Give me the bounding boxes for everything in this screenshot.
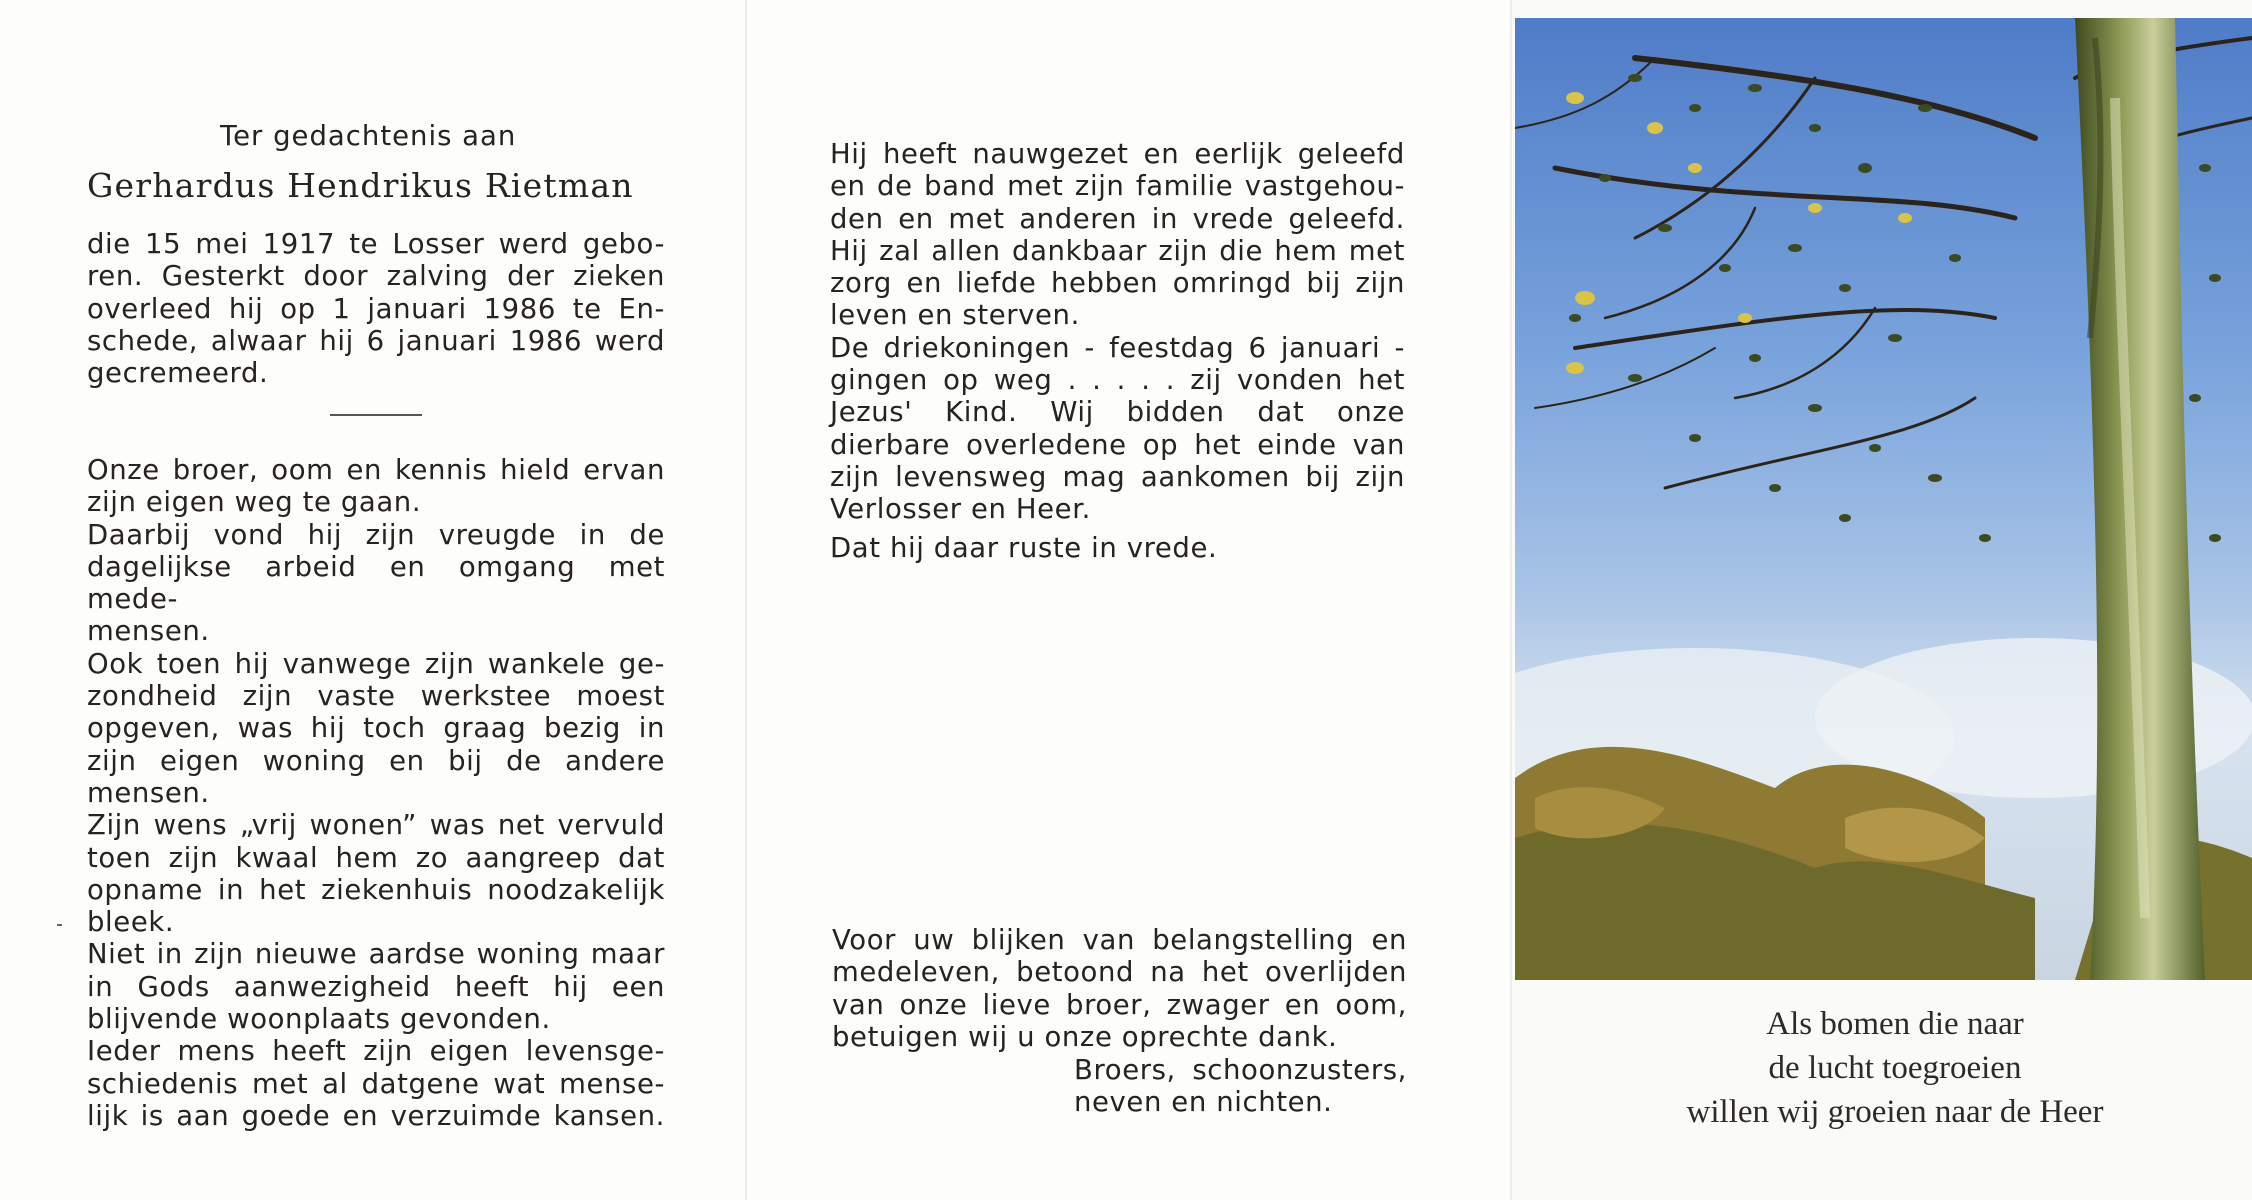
fold-line-right [1510, 0, 1512, 1200]
bio-line: ren. Gesterkt door zalving der zieken [87, 260, 665, 293]
divider-rule [330, 414, 422, 416]
body-line: Ook toen hij vanwege zijn wankele ge- [87, 647, 665, 680]
deceased-name: Gerhardus Hendrikus Rietman [87, 166, 634, 205]
body-line: leven en sterven. [830, 299, 1080, 332]
body-line: zorg en liefde hebben omringd bij zijn [830, 267, 1405, 300]
body-line: den en met anderen in vrede geleefd. [830, 202, 1405, 235]
body-line: in Gods aanwezigheid heeft hij een [87, 970, 665, 1003]
bio-paragraph [87, 228, 665, 389]
photo-caption [1620, 1002, 2170, 1134]
body-line: zondheid zijn vaste werkstee moest [87, 680, 665, 713]
body-line: Jezus' Kind. Wij bidden dat onze [830, 396, 1405, 429]
body-line: dagelijkse arbeid en omgang met mede- [87, 550, 665, 616]
body-line: dierbare overledene op het einde van [830, 428, 1405, 461]
stray-mark [57, 924, 62, 926]
body-line: en de band met zijn familie vastgehou- [830, 170, 1405, 203]
body-line: Niet in zijn nieuwe aardse woning maar [87, 938, 665, 971]
caption-line: Als bomen die naar [1766, 1006, 2024, 1042]
thanks-line: Voor uw blijken van belangstelling en [832, 924, 1407, 956]
body-line: zijn levensweg mag aankomen bij zijn [830, 460, 1405, 493]
body-line: Onze broer, oom en kennis hield ervan [87, 454, 665, 486]
bio-line: gecremeerd. [87, 357, 269, 390]
body-line: Hij zal allen dankbaar zijn die hem met [830, 234, 1405, 267]
bio-line: die 15 mei 1917 te Losser werd gebo- [87, 228, 665, 260]
closing-line [830, 532, 1405, 564]
body-line: Ieder mens heeft zijn eigen levensge- [87, 1035, 665, 1068]
body-line: Hij heeft nauwgezet en eerlijk geleefd [830, 138, 1405, 170]
reflection-paragraph [87, 454, 665, 1132]
body-line: Daarbij vond hij zijn vreugde in de [87, 518, 665, 551]
body-line: lijk is aan goede en verzuimde kansen. [87, 1099, 665, 1132]
bio-line: overleed hij op 1 januari 1986 te En- [87, 292, 665, 325]
thanks-paragraph [832, 924, 1407, 1053]
closing-text: Dat hij daar ruste in vrede. [830, 532, 1218, 564]
body-line: Verlosser en Heer. [830, 493, 1091, 526]
signature-line: Broers, schoonzusters, [1074, 1054, 1407, 1086]
thanks-line: van onze lieve broer, zwager en oom, [832, 988, 1407, 1021]
fold-line-left [745, 0, 747, 1200]
body-line: toen zijn kwaal hem zo aangreep dat [87, 841, 665, 874]
tribute-paragraph [830, 138, 1405, 526]
body-line: schiedenis met al datgene wat mense- [87, 1067, 665, 1100]
body-line: De driekoningen - feestdag 6 januari - [830, 331, 1405, 364]
body-line: mensen. [87, 615, 210, 648]
caption-line: de lucht toegroeien [1768, 1050, 2022, 1086]
tree-photo-icon [1515, 18, 2252, 980]
thanks-line: betuigen wij u onze oprechte dank. [832, 1020, 1338, 1053]
body-line: Zijn wens „vrij wonen” was net vervuld [87, 809, 665, 842]
body-line: mensen. [87, 776, 210, 809]
body-line: zijn eigen weg te gaan. [87, 486, 422, 519]
body-line: zijn eigen woning en bij de andere [87, 744, 665, 777]
signature [1074, 1054, 1407, 1119]
bio-line: schede, alwaar hij 6 januari 1986 werd [87, 324, 665, 357]
body-line: opgeven, was hij toch graag bezig in [87, 712, 665, 745]
intro-text: Ter gedachtenis aan [220, 120, 517, 152]
thanks-line: medeleven, betoond na het overlijden [832, 956, 1407, 989]
body-line: gingen op weg . . . . . zij vonden het [830, 364, 1405, 397]
body-line: blijvende woonplaats gevonden. [87, 1003, 551, 1036]
body-line: bleek. [87, 906, 175, 939]
body-line: opname in het ziekenhuis noodzakelijk [87, 873, 665, 906]
caption-line: willen wij groeien naar de Heer [1686, 1094, 2104, 1130]
signature-line: neven en nichten. [1074, 1086, 1333, 1119]
